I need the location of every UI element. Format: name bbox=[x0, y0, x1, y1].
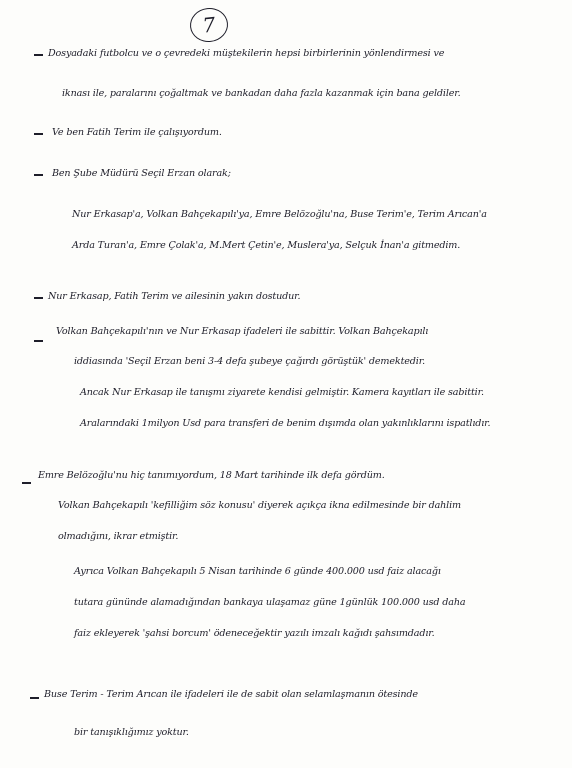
text-line: Ben Şube Müdürü Seçil Erzan olarak; bbox=[52, 168, 231, 179]
text-line: iddiasında 'Seçil Erzan beni 3-4 defa şubeye çağırdı görüştük' demektedir. bbox=[74, 356, 425, 367]
text-line: Volkan Bahçekapılı 'kefilliğim söz konusu' diyerek açıkça ikna edilmesinde bir dahlim bbox=[58, 500, 461, 511]
bullet-dash bbox=[22, 482, 31, 484]
bullet-dash bbox=[34, 54, 43, 56]
text-line: Volkan Bahçekapılı'nın ve Nur Erkasap ifadeleri ile sabittir. Volkan Bahçekapılı bbox=[56, 326, 429, 337]
bullet-dash bbox=[30, 697, 39, 699]
text-line: Aralarındaki 1milyon Usd para transferi de benim dışımda olan yakınlıklarını ispatlıdır. bbox=[80, 418, 491, 429]
text-line: Buse Terim - Terim Arıcan ile ifadeleri ile de sabit olan selamlaşmanın ötesinde bbox=[44, 689, 418, 700]
text-line: Nur Erkasap'a, Volkan Bahçekapılı'ya, Emre Belözoğlu'na, Buse Terim'e, Terim Arıcan'a bbox=[72, 209, 487, 220]
text-line: faiz ekleyerek 'şahsi borcum' ödeneceğektir yazılı imzalı kağıdı şahsımdadır. bbox=[74, 628, 435, 639]
bullet-dash bbox=[34, 340, 43, 342]
text-line: Dosyadaki futbolcu ve o çevredeki müştekilerin hepsi birbirlerinin yönlendirmesi ve bbox=[48, 48, 445, 59]
page-number: 7 bbox=[188, 6, 229, 44]
text-line: olmadığını, ikrar etmiştir. bbox=[58, 531, 179, 542]
text-line: Emre Belözoğlu'nu hiç tanımıyordum, 18 Mart tarihinde ilk defa gördüm. bbox=[38, 470, 385, 481]
bullet-dash bbox=[34, 174, 43, 176]
bullet-dash bbox=[34, 297, 43, 299]
text-line: Ayrıca Volkan Bahçekapılı 5 Nisan tarihinde 6 günde 400.000 usd faiz alacağı bbox=[74, 566, 441, 577]
text-line: Arda Turan'a, Emre Çolak'a, M.Mert Çetin'e, Muslera'ya, Selçuk İnan'a gitmedim. bbox=[72, 240, 461, 251]
text-line: bir tanışıklığımız yoktur. bbox=[74, 727, 189, 738]
text-line: tutara gününde alamadığından bankaya ulaşamaz güne 1günlük 100.000 usd daha bbox=[74, 597, 466, 608]
text-line: iknası ile, paralarını çoğaltmak ve bankadan daha fazla kazanmak için bana geldiler. bbox=[62, 88, 461, 99]
text-line: Ve ben Fatih Terim ile çalışıyordum. bbox=[52, 127, 222, 138]
text-line: Nur Erkasap, Fatih Terim ve ailesinin yakın dostudur. bbox=[48, 291, 301, 302]
bullet-dash bbox=[34, 133, 43, 135]
text-line: Ancak Nur Erkasap ile tanışmı ziyarete kendisi gelmiştir. Kamera kayıtları ile sabittir. bbox=[80, 387, 484, 398]
